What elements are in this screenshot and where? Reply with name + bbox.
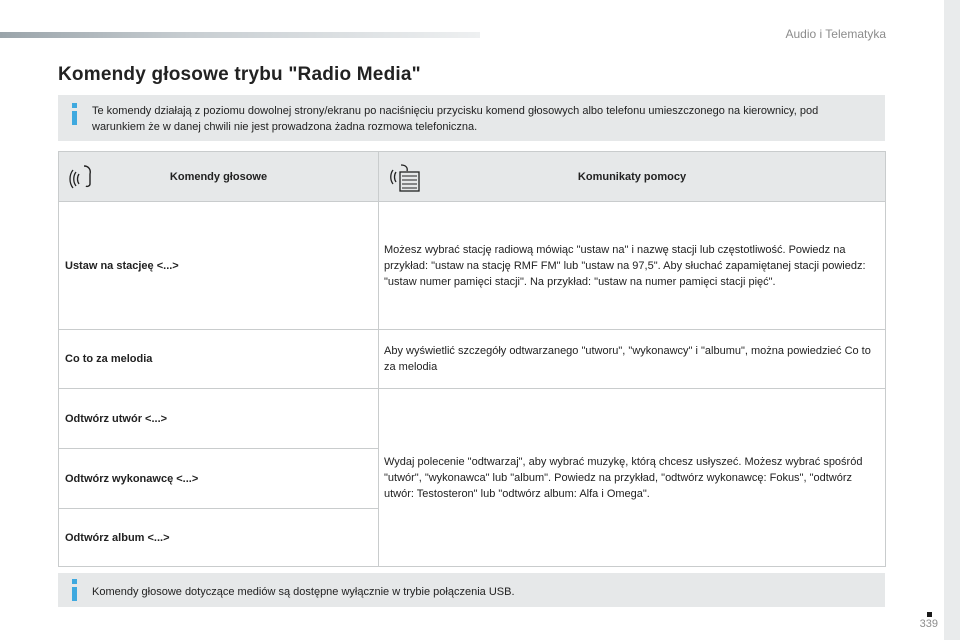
table-row [59, 202, 886, 330]
page-edge-strip [944, 0, 960, 640]
header-accent-bar [0, 32, 480, 38]
header-label: Komunikaty pomocy [577, 170, 687, 183]
table-row [59, 389, 886, 449]
info-text-top: Te komendy działają z poziomu dowolnej strony/ekranu po naciśnięciu przycisku komend głosowych albo telefonu umieszczonego na kierownicy, pod warunkiem że w danej chwili nie jest prowadzona żadna rozmowa telefoniczna. [92, 105, 819, 133]
header-label: Komendy głosowe [169, 170, 268, 183]
command-cell: Odtwórz album <...> [59, 509, 379, 567]
command-cell: Odtwórz wykonawcę <...> [59, 449, 379, 509]
voice-command-icon [67, 160, 101, 194]
info-icon [71, 103, 77, 125]
info-icon [71, 579, 77, 601]
page-number: 339 [919, 618, 938, 630]
voice-commands-table [58, 151, 886, 567]
help-cell: Wydaj polecenie "odtwarzaj", aby wybrać muzykę, którą chcesz usłyszeć. Możesz wybrać spośród "utwór", "wykonawca" lub "album". Powiedz na przykład, "odtwórz wykonawcę: Fokus", "odtwórz utwór: Testosteron" lub "odtwórz album: Alfa i Omega". [379, 389, 886, 567]
info-box-top [58, 95, 885, 141]
section-label: Audio i Telematyka [785, 27, 886, 41]
command-cell: Ustaw na stacjeę <...> [59, 202, 379, 330]
table-header-row [59, 152, 886, 202]
help-cell: Aby wyświetlić szczegóły odtwarzanego "utworu", "wykonawcy" i "albumu", można powiedzieć Co to za melodia [379, 330, 886, 389]
info-text-bottom: Komendy głosowe dotyczące mediów są dostępne wyłącznie w trybie połączenia USB. [92, 586, 515, 598]
help-messages-icon [387, 160, 421, 194]
command-cell: Co to za melodia [59, 330, 379, 389]
header-help-messages [379, 152, 886, 202]
info-box-bottom [58, 573, 885, 607]
help-cell: Możesz wybrać stację radiową mówiąc "ustaw na" i nazwę stacji lub częstotliwość. Powiedz na przykład: "ustaw na stację RMF FM" lub "ustaw na 97,5". Aby słuchać zapamiętanej stacji powiedz: "ustaw numer pamięci stacji". Na przykład: "ustaw na numer pamięci stacji pięć". [379, 202, 886, 330]
page-marker [927, 612, 932, 617]
command-cell: Odtwórz utwór <...> [59, 389, 379, 449]
header-voice-commands [59, 152, 379, 202]
table-row [59, 330, 886, 389]
page-title: Komendy głosowe trybu "Radio Media" [58, 64, 421, 85]
